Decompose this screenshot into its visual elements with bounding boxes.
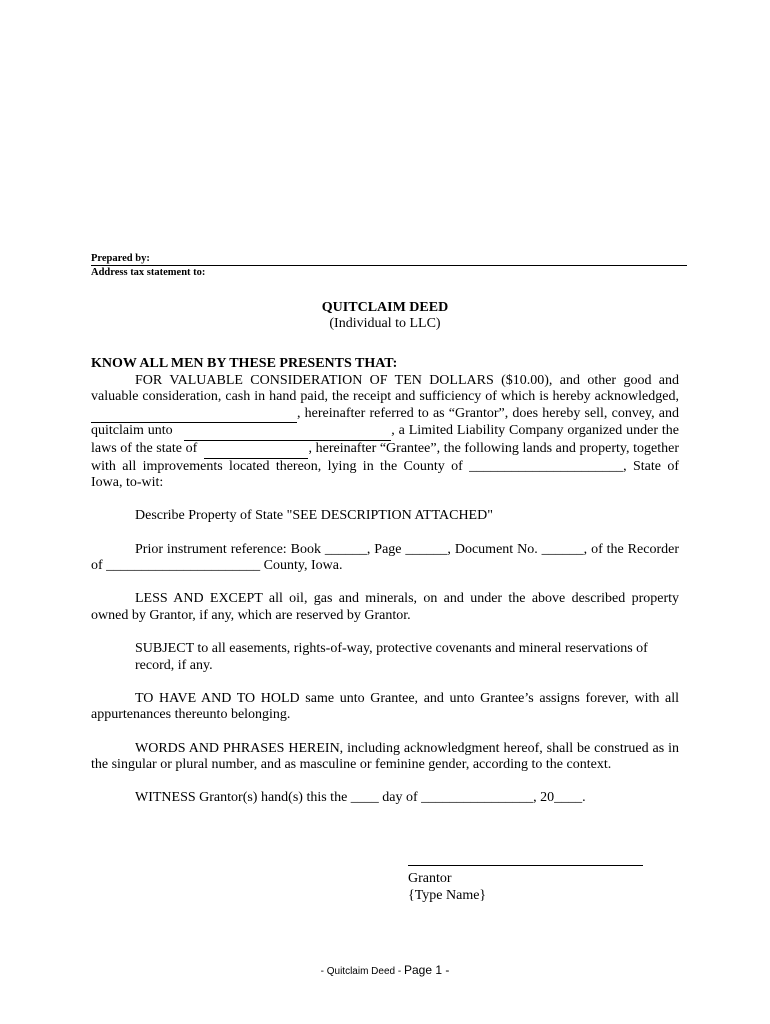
words-paragraph: WORDS AND PHRASES HEREIN, including acknowledgment hereof, shall be construed as in the singular or plural number, and as masculine or feminine gender, according to the context. [91,740,679,773]
signature-block [408,865,643,904]
grantee-name-blank[interactable] [184,423,391,441]
less-except-paragraph: LESS AND EXCEPT all oil, gas and minerals, on and under the above described property owned by Grantor, if any, which are reserved by Grantor. [91,591,679,623]
describe-property: Describe Property of State "SEE DESCRIPTION ATTACHED" [135,508,493,524]
signature-line[interactable] [408,865,643,866]
address-tax-label: Address tax statement to: [91,267,206,278]
know-all-heading: KNOW ALL MEN BY THESE PRESENTS THAT: [91,356,398,371]
subject-paragraph: SUBJECT to all easements, rights-of-way, protective covenants and mineral reservations of record, if any. [135,641,648,673]
page-footer [0,963,770,977]
grantor-label: Grantor [408,871,452,886]
deed-title [0,300,770,332]
grantor-name-blank[interactable] [91,406,297,424]
footer-doc: - Quitclaim Deed - [320,966,404,977]
state-blank[interactable] [204,441,308,459]
consideration-paragraph: FOR VALUABLE CONSIDERATION OF TEN DOLLARS ($10.00), and other good and valuable consideration, cash in hand paid, the receipt and sufficiency of which is hereby acknowledged, , hereinafter referred to as “Grantor”, does hereby sell, convey, and quitclaim unto , a Limited Liability Company organized under the laws of the state of , hereinafter “Grantee”, the following lands and property, together with all improvements located thereon, lying in the County of ______________________, State of Iowa, to-wit: [91,372,679,491]
type-name-label: {Type Name} [408,887,487,903]
title-main: QUITCLAIM DEED [321,300,449,315]
header-block [91,252,687,280]
footer-page-number: Page 1 - [403,963,450,977]
prepared-by-label: Prepared by: [91,252,687,266]
witness-line: WITNESS Grantor(s) hand(s) this the ____ day of ________________, 20____. [135,790,586,806]
prior-instrument: Prior instrument reference: Book ______, Page ______, Document No. ______, of the Recorder of ______________________ County, Iowa. [91,541,679,574]
deed-body [91,356,679,807]
title-sub: (Individual to LLC) [329,316,441,331]
to-have-paragraph: TO HAVE AND TO HOLD same unto Grantee, and unto Grantee’s assigns forever, with all appurtenances thereunto belonging. [91,690,679,723]
